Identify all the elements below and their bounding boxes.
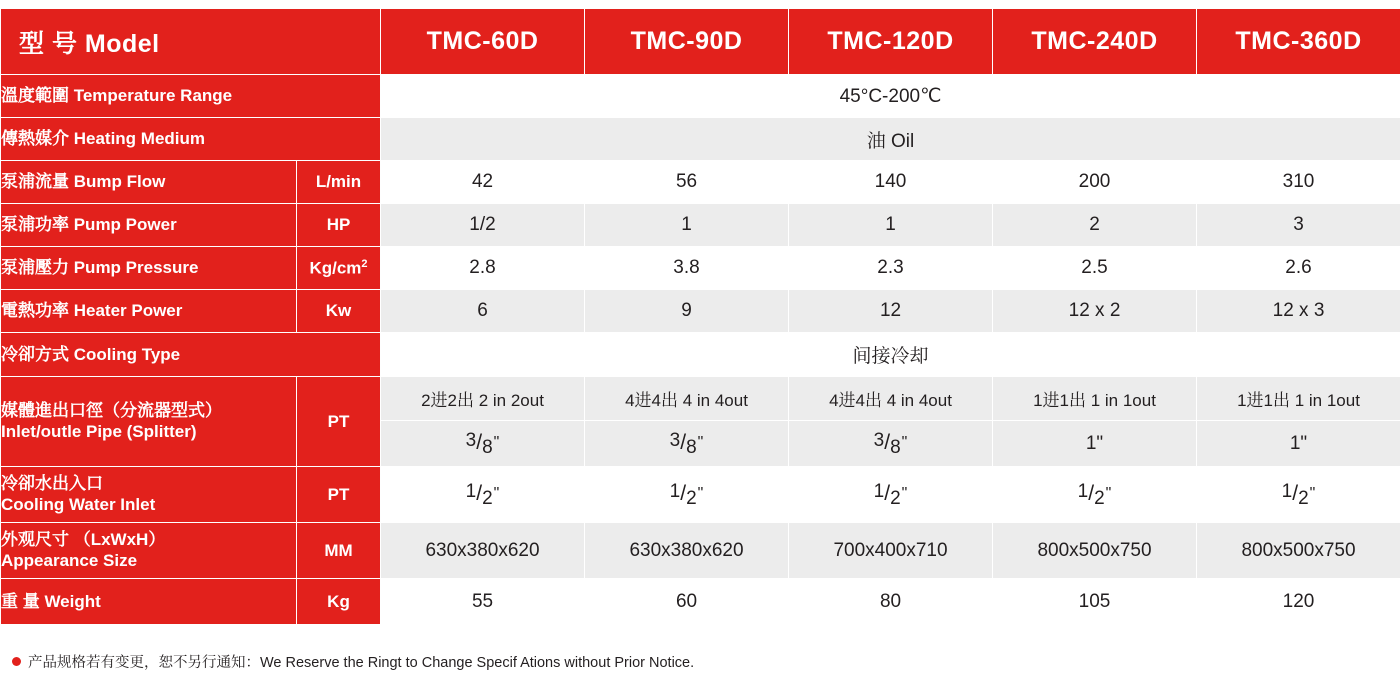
row-label-weight: 重 量 Weight: [1, 579, 297, 625]
table-row-cooling-water: [1, 467, 1400, 523]
row-unit-pump-pressure: [297, 247, 381, 290]
row-label-heater-power: 電熱功率 Heater Power: [1, 290, 297, 333]
footer-note: [12, 651, 694, 672]
row-unit-heater-power: Kw: [297, 290, 381, 333]
row-label-pump-power: 泵浦功率 Pump Power: [1, 204, 297, 247]
header-model-4: TMC-360D: [1197, 9, 1400, 75]
fraction-1-2: 1/2": [669, 481, 704, 509]
cell-inlet-port-0: 2进2出 2 in 2out: [381, 377, 585, 421]
footer-note-text: 产品规格若有变更，恕不另行通知：We Reserve the Ringt to Change Specif Ations without Prior Notice.: [28, 655, 695, 671]
cell-heater-power-4: 12 x 3: [1197, 290, 1400, 333]
header-model-3: TMC-240D: [993, 9, 1197, 75]
cell-inlet-size-4: 1": [1197, 421, 1400, 467]
row-label-inlet-en: Inlet/outle Pipe (Splitter): [1, 421, 197, 441]
cell-bump-flow-0: 42: [381, 161, 585, 204]
header-model-0: TMC-60D: [381, 9, 585, 75]
cell-pump-power-4: 3: [1197, 204, 1400, 247]
cell-cooling-water-1: [585, 467, 789, 523]
cell-bump-flow-3: 200: [993, 161, 1197, 204]
table-row-medium: [1, 118, 1400, 161]
table-row-cooling-type: [1, 333, 1400, 377]
row-unit-bump-flow: L/min: [297, 161, 381, 204]
specification-table: [0, 8, 1400, 625]
cell-appearance-1: 630x380x620: [585, 523, 789, 579]
row-label-appearance-en: Appearance Size: [1, 550, 138, 570]
table-row-pump-pressure: [1, 247, 1400, 290]
fraction-1-2: 1/2": [873, 481, 908, 509]
cell-appearance-3: 800x500x750: [993, 523, 1197, 579]
cell-weight-2: 80: [789, 579, 993, 625]
row-label-inlet-outlet: [1, 377, 297, 467]
row-label-temperature: 溫度範圍 Temperature Range: [1, 75, 381, 118]
row-unit-pump-power: HP: [297, 204, 381, 247]
cell-bump-flow-1: 56: [585, 161, 789, 204]
fraction-1-2: 1/2": [465, 481, 500, 509]
cell-pump-pressure-4: 2.6: [1197, 247, 1400, 290]
cell-appearance-0: 630x380x620: [381, 523, 585, 579]
fraction-3-8: 3/8": [669, 430, 704, 458]
cell-cooling-water-0: [381, 467, 585, 523]
cell-heater-power-2: 12: [789, 290, 993, 333]
table-row-heater-power: [1, 290, 1400, 333]
cell-cooling-water-4: [1197, 467, 1400, 523]
cell-inlet-port-3: 1进1出 1 in 1out: [993, 377, 1197, 421]
cell-heater-power-3: 12 x 2: [993, 290, 1197, 333]
cell-cooling-water-3: [993, 467, 1197, 523]
fraction-1-2: 1/2": [1077, 481, 1112, 509]
header-model-label: 型 号 Model: [1, 9, 381, 75]
cell-heater-power-1: 9: [585, 290, 789, 333]
cell-pump-pressure-0: 2.8: [381, 247, 585, 290]
bullet-icon: [12, 657, 21, 666]
table-header-row: [1, 9, 1400, 75]
cell-weight-0: 55: [381, 579, 585, 625]
row-label-cooling-water-en: Cooling Water Inlet: [1, 494, 156, 514]
row-label-pump-pressure: 泵浦壓力 Pump Pressure: [1, 247, 297, 290]
row-value-cooling-type: 间接冷却: [381, 333, 1400, 377]
cell-bump-flow-4: 310: [1197, 161, 1400, 204]
cell-pump-pressure-1: 3.8: [585, 247, 789, 290]
table-row-temperature: [1, 75, 1400, 118]
fraction-1-2: 1/2": [1281, 481, 1316, 509]
row-label-cooling-type: 冷卻方式 Cooling Type: [1, 333, 381, 377]
unit-base: Kg/cm: [309, 258, 362, 278]
cell-inlet-size-2: [789, 421, 993, 467]
table-row-weight: [1, 579, 1400, 625]
row-label-bump-flow: 泵浦流量 Bump Flow: [1, 161, 297, 204]
cell-bump-flow-2: 140: [789, 161, 993, 204]
header-model-1: TMC-90D: [585, 9, 789, 75]
cell-appearance-2: 700x400x710: [789, 523, 993, 579]
cell-inlet-port-2: 4进4出 4 in 4out: [789, 377, 993, 421]
row-label-appearance-cn: 外观尺寸 （LxWxH）: [1, 529, 166, 549]
row-value-temperature: 45°C-200℃: [381, 75, 1400, 118]
cell-pump-power-1: 1: [585, 204, 789, 247]
unit-superscript: 2: [361, 257, 368, 270]
cell-heater-power-0: 6: [381, 290, 585, 333]
row-value-medium: 油 Oil: [381, 118, 1400, 161]
cell-inlet-port-1: 4进4出 4 in 4out: [585, 377, 789, 421]
cell-pump-pressure-2: 2.3: [789, 247, 993, 290]
fraction-3-8: 3/8": [873, 430, 908, 458]
row-label-inlet-cn: 媒體進出口徑（分流器型式）: [1, 400, 222, 420]
row-label-appearance: [1, 523, 297, 579]
row-unit-inlet-outlet: PT: [297, 377, 381, 467]
fraction-3-8: 3/8": [465, 430, 500, 458]
cell-weight-1: 60: [585, 579, 789, 625]
cell-pump-pressure-3: 2.5: [993, 247, 1197, 290]
cell-pump-power-0: 1/2: [381, 204, 585, 247]
cell-cooling-water-2: [789, 467, 993, 523]
table-row-appearance: [1, 523, 1400, 579]
row-label-cooling-water: [1, 467, 297, 523]
cell-pump-power-2: 1: [789, 204, 993, 247]
row-label-cooling-water-cn: 冷卻水出入口: [1, 473, 103, 493]
cell-appearance-4: 800x500x750: [1197, 523, 1400, 579]
cell-inlet-size-3: 1": [993, 421, 1197, 467]
cell-inlet-size-1: [585, 421, 789, 467]
row-unit-appearance: MM: [297, 523, 381, 579]
row-unit-weight: Kg: [297, 579, 381, 625]
cell-pump-power-3: 2: [993, 204, 1197, 247]
row-unit-cooling-water: PT: [297, 467, 381, 523]
cell-weight-4: 120: [1197, 579, 1400, 625]
cell-inlet-size-0: [381, 421, 585, 467]
table-row-pump-power: [1, 204, 1400, 247]
table-row-inlet-ports: [1, 377, 1400, 421]
table-row-bump-flow: [1, 161, 1400, 204]
header-model-2: TMC-120D: [789, 9, 993, 75]
cell-weight-3: 105: [993, 579, 1197, 625]
cell-inlet-port-4: 1进1出 1 in 1out: [1197, 377, 1400, 421]
row-label-medium: 傳熱媒介 Heating Medium: [1, 118, 381, 161]
